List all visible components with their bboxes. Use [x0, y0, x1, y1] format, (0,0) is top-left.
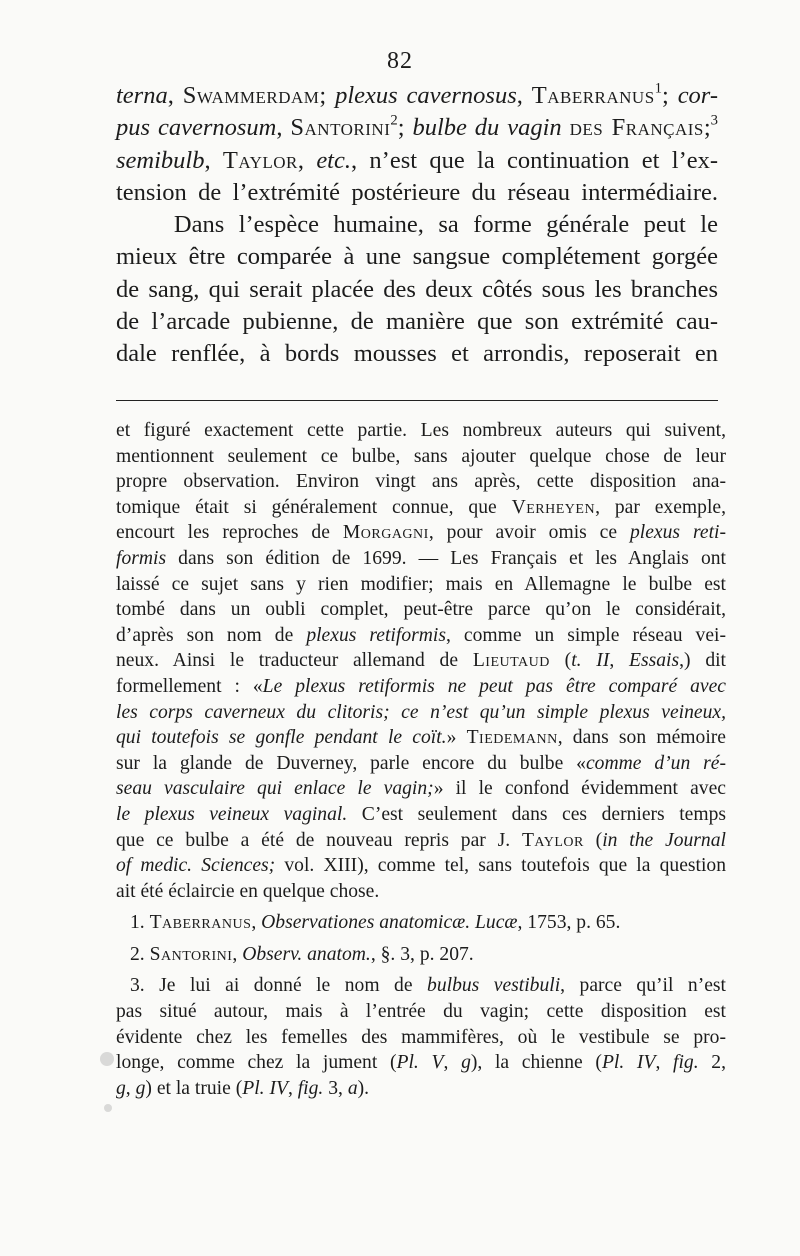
footnote-line: qui toutefois se gonfle pendant le coït.» Tiedemann, dans son mémoire: [116, 727, 726, 749]
note-3-line: 3. Je lui ai donné le nom de bulbus vestibuli, parce qu’il n’est: [130, 975, 726, 997]
main-line: de sang, qui serait placée des deux côtés sous les branches: [116, 275, 718, 303]
footnote-line: d’après son nom de plexus retiformis, comme un simple réseau vei-: [116, 624, 726, 646]
footnote-line: of medic. Sciences; vol. XIII), comme tel, sans toutefois que la question: [116, 855, 726, 877]
footnote-line: formis dans son édition de 1699. — Les Français et les Anglais ont: [116, 547, 726, 569]
note-1: 1. Taberranus, Observationes anatomicæ. Lucæ, 1753, p. 65.: [130, 912, 621, 934]
footnote-line: les corps caverneux du clitoris; ce n’est qu’un simple plexus veineux,: [116, 701, 726, 723]
footnote-line: propre observation. Environ vingt ans après, cette disposition ana-: [116, 471, 726, 493]
note-3-line: g, g) et la truie (Pl. IV, fig. 3, a).: [116, 1077, 370, 1099]
main-text: [116, 80, 718, 371]
main-line: pus cavernosum, Santorini$^2$; bulbe du vagin des Français;$^3$: [116, 113, 719, 142]
main-line: terna, Swammerdam; plexus cavernosus, Taberranus$^1$; cor-: [116, 80, 719, 109]
main-line: semibulb, Taylor, etc., n’est que la continuation et l’ex-: [116, 146, 719, 174]
footnote-divider: [116, 400, 718, 401]
note-2: 2. Santorini, Observ. anatom., §. 3, p. 207.: [130, 943, 474, 965]
main-line: dale renflée, à bords mousses et arrondis, reposerait en: [116, 340, 718, 368]
main-line: Dans l’espèce humaine, sa forme générale peut le: [116, 211, 718, 239]
footnote-line: neux. Ainsi le traducteur allemand de Lieutaud (t. II, Essais,) dit: [116, 650, 726, 672]
main-line: mieux être comparée à une sangsue complétement gorgée: [116, 243, 718, 271]
main-line: tension de l’extrémité postérieure du réseau intermédiaire.: [116, 178, 718, 206]
note-3-line: pas situé autour, mais à l’entrée du vagin; cette disposition est: [116, 1001, 726, 1023]
note-3-line: évidente chez les femelles des mammifères, où le vestibule se pro-: [116, 1026, 726, 1048]
footnote-line: et figuré exactement cette partie. Les nombreux auteurs qui suivent,: [116, 420, 726, 441]
paper-smudge: [100, 1052, 114, 1066]
footnote-line: mentionnent seulement ce bulbe, sans ajouter quelque chose de leur: [116, 445, 726, 467]
footnote-line: ait été éclaircie en quelque chose.: [116, 880, 380, 902]
page-number: 82: [387, 48, 413, 74]
footnote-line: encourt les reproches de Morgagni, pour avoir omis ce plexus reti-: [116, 522, 726, 544]
footnotes: [116, 418, 726, 1101]
footnote-line: formellement : «Le plexus retiformis ne peut pas être comparé avec: [116, 675, 727, 697]
footnote-line: que ce bulbe a été de nouveau repris par J. Taylor (in the Journal: [116, 829, 726, 851]
footnote-line: laissé ce sujet sans y rien modifier; mais en Allemagne le bulbe est: [116, 573, 726, 595]
paper-smudge: [104, 1104, 112, 1112]
footnote-line: seau vasculaire qui enlace le vagin;» il le confond évidemment avec: [116, 778, 726, 800]
main-line: de l’arcade pubienne, de manière que son extrémité cau-: [116, 308, 718, 336]
footnote-line: tombé dans un oubli complet, peut-être parce qu’on le considérait,: [116, 599, 726, 621]
note-3-line: longe, comme chez la jument (Pl. V, g), la chienne (Pl. IV, fig. 2,: [116, 1052, 727, 1074]
footnote-line: tomique était si généralement connue, que Verheyen, par exemple,: [116, 496, 726, 518]
footnote-line: sur la glande de Duverney, parle encore du bulbe «comme d’un ré-: [116, 752, 726, 774]
footnote-line: le plexus veineux vaginal. C’est seulement dans ces derniers temps: [116, 803, 726, 825]
